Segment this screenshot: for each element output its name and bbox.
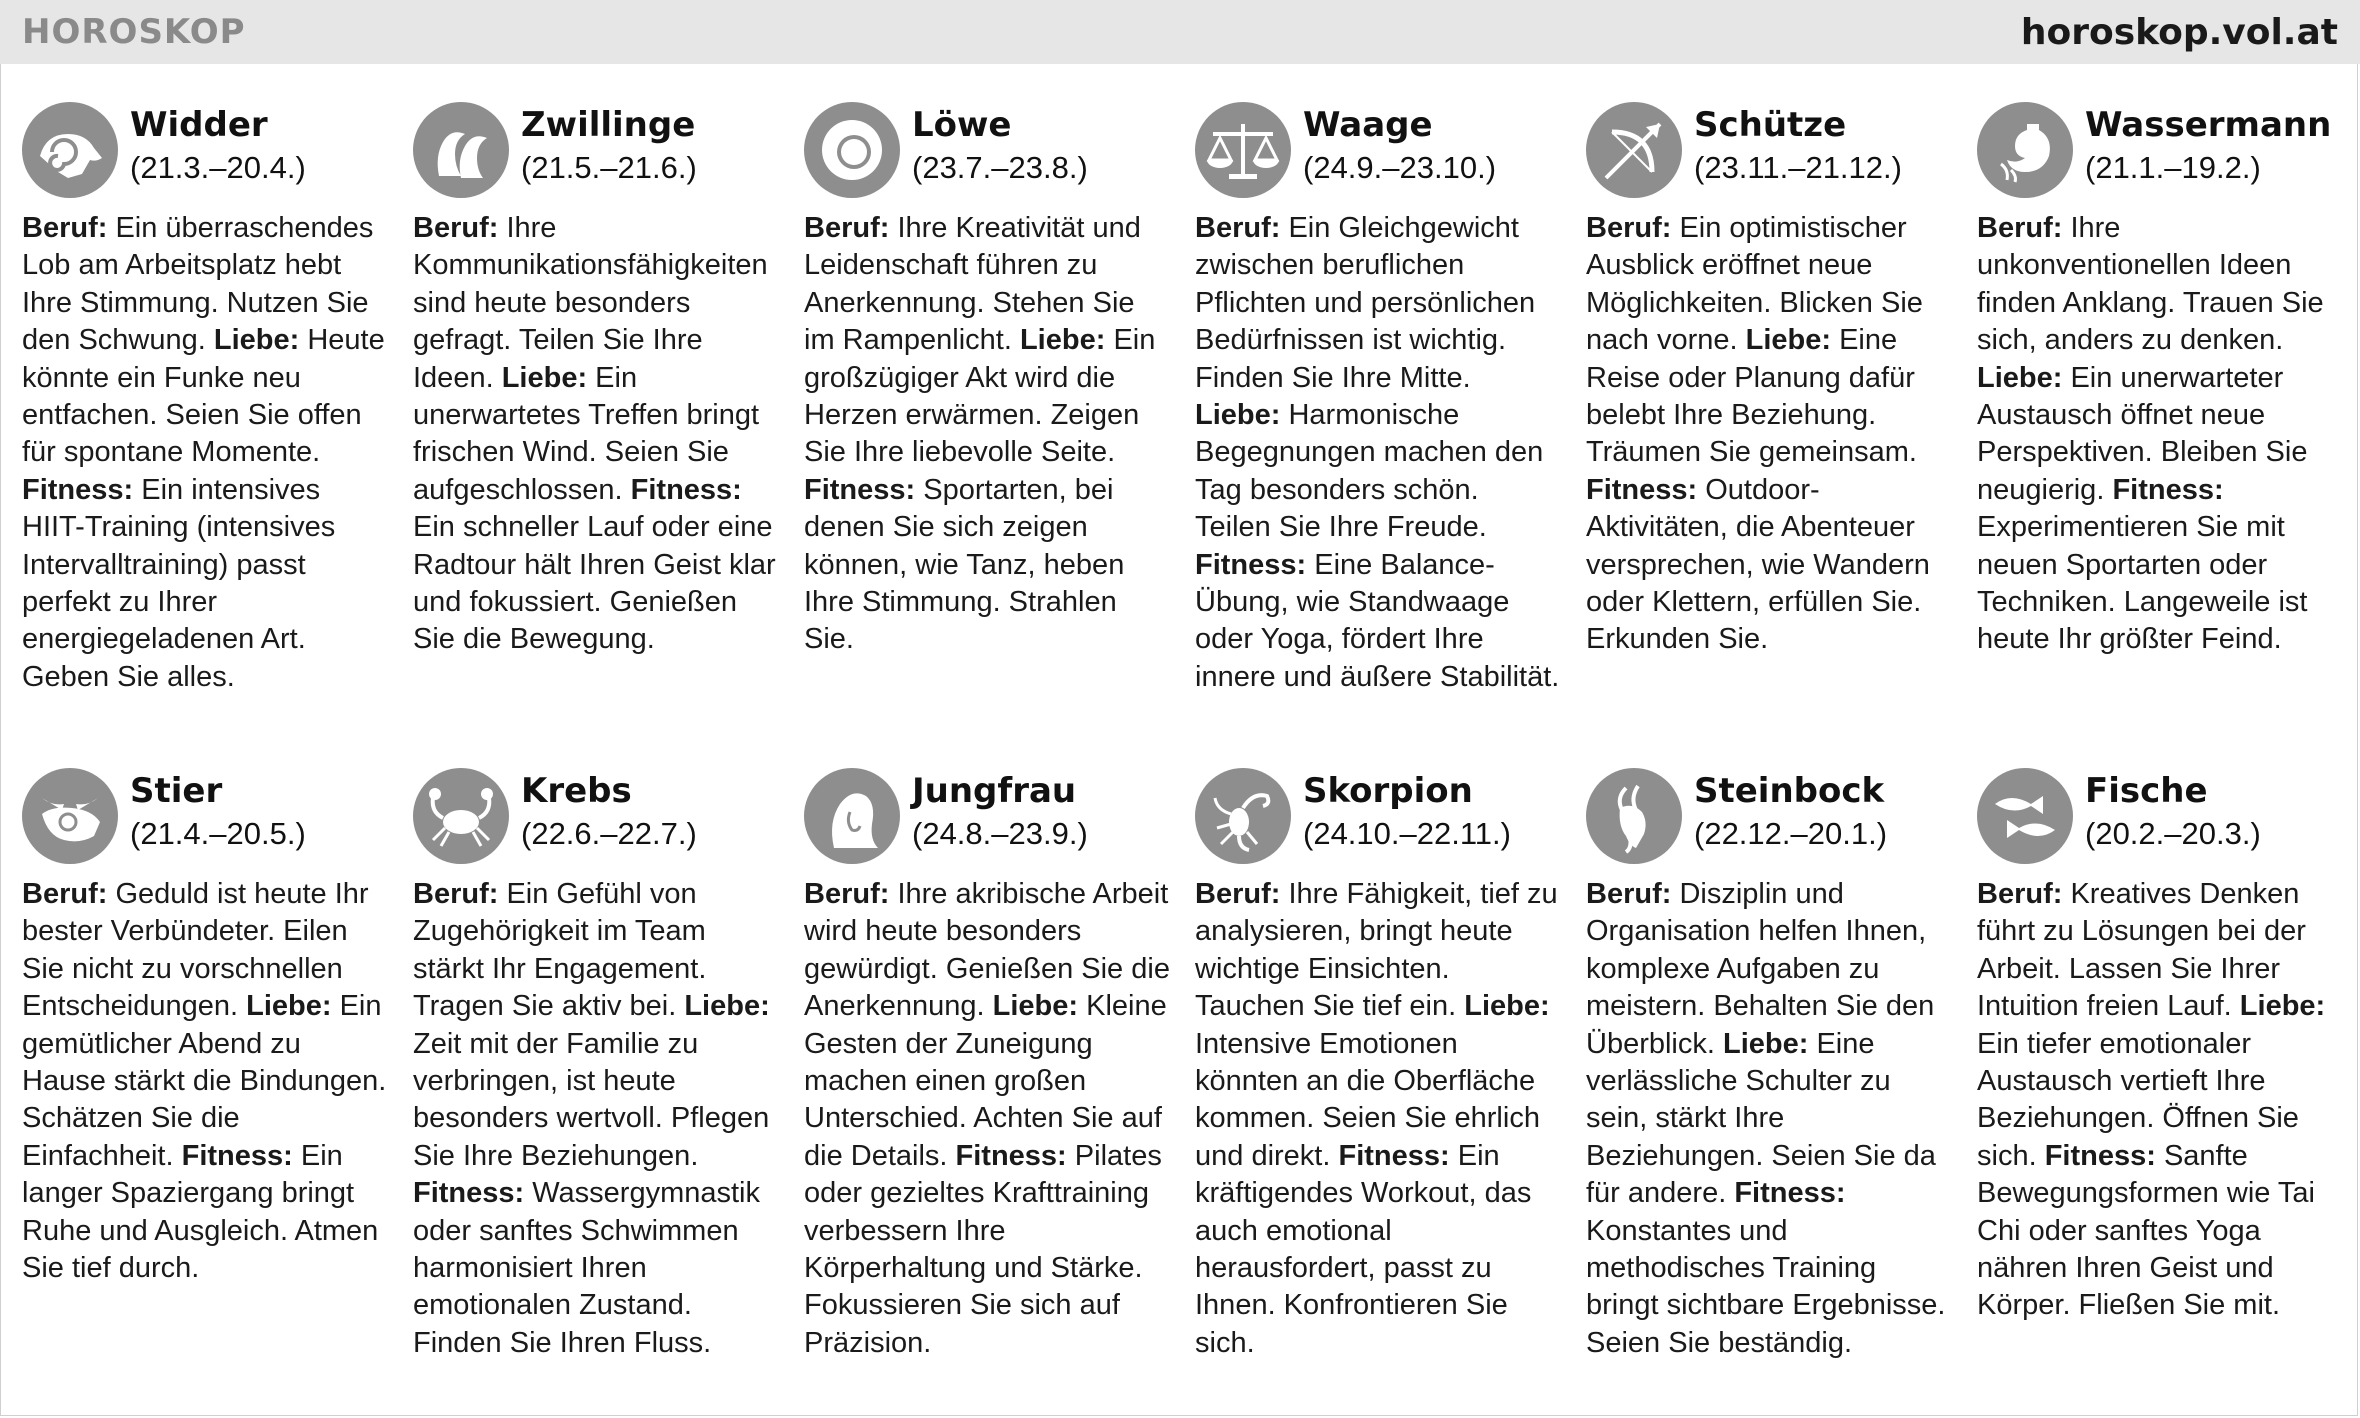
beruf-label: Beruf:: [1586, 212, 1672, 244]
beruf-text: Ihre unkonventionellen Ideen finden Anklang. Trauen Sie sich, anders zu denken.: [1977, 212, 2324, 357]
fitness-label: Fitness:: [1338, 1139, 1450, 1172]
liebe-text: Zeit mit der Familie zu verbringen, ist heute besonders wertvoll. Pflegen Sie Ihre Beziehungen.: [413, 1027, 770, 1172]
sign-dates: (22.12.–20.1.): [1694, 816, 1888, 851]
horoscope-text: [413, 876, 779, 1362]
liebe-text: Eine verlässliche Schulter zu sein, stärkt Ihre Beziehungen. Seien Sie da für andere.: [1586, 1027, 1936, 1210]
liebe-label: Liebe:: [1464, 990, 1550, 1023]
sign-name: Schütze: [1694, 105, 1847, 145]
sign-name: Jungfrau: [912, 771, 1077, 811]
aries-ram-icon: [22, 102, 118, 198]
horoscope-text: [1195, 876, 1561, 1362]
fitness-label: Fitness:: [1586, 473, 1698, 506]
sign-dates: (21.5.–21.6.): [521, 150, 697, 185]
horoscope-card-fische: [1977, 764, 2343, 1325]
fitness-text: Sanfte Bewegungsformen wie Tai Chi oder sanftes Yoga nähren Ihren Geist und Körper. Fließen Sie mit.: [1977, 1139, 2315, 1322]
liebe-label: Liebe:: [246, 990, 332, 1023]
sign-name: Krebs: [521, 771, 632, 811]
fitness-label: Fitness:: [413, 1177, 525, 1210]
horoscope-text: [22, 876, 388, 1287]
beruf-text: Ein überraschendes Lob am Arbeitsplatz hebt Ihre Stimmung. Nutzen Sie den Schwung.: [22, 212, 374, 357]
horoscope-card-loewe: [804, 98, 1170, 659]
beruf-label: Beruf:: [1977, 212, 2063, 244]
beruf-text: Ihre Fähigkeit, tief zu analysieren, bringt heute wichtige Einsichten. Tauchen Sie tief ein.: [1195, 878, 1558, 1023]
leo-lion-icon: [804, 102, 900, 198]
horoscope-grid: [22, 98, 2342, 1398]
fitness-label: Fitness:: [22, 473, 134, 506]
fitness-label: Fitness:: [1195, 548, 1307, 581]
beruf-text: Ein Gefühl von Zugehörigkeit im Team stärkt Ihr Engagement. Tragen Sie aktiv bei.: [413, 878, 707, 1023]
fitness-label: Fitness:: [955, 1139, 1067, 1172]
pisces-fish-icon: [1977, 768, 2073, 864]
fitness-label: Fitness:: [1734, 1177, 1846, 1210]
sign-name: Zwillinge: [521, 105, 696, 145]
beruf-text: Kreatives Denken führt zu Lösungen bei der Arbeit. Lassen Sie Ihrer Intuition freien Lauf.: [1977, 878, 2306, 1023]
fitness-text: Ein intensives HIIT-Training (intensives Intervalltraining) passt perfekt zu Ihrer energiegeladenen Art. Geben Sie alles.: [22, 473, 336, 693]
liebe-text: Heute könnte ein Funke neu entfachen. Seien Sie offen für spontane Momente.: [22, 324, 385, 469]
sign-dates: (21.3.–20.4.): [130, 150, 306, 185]
sign-dates: (24.9.–23.10.): [1303, 150, 1497, 185]
liebe-label: Liebe:: [2239, 990, 2326, 1023]
beruf-label: Beruf:: [804, 212, 890, 244]
sign-dates: (24.10.–22.11.): [1303, 816, 1511, 851]
liebe-text: Intensive Emotionen könnten an die Oberfläche kommen. Seien Sie ehrlich und direkt.: [1195, 1027, 1540, 1172]
horoscope-card-waage: [1195, 98, 1561, 696]
beruf-text: Ihre Kreativität und Leidenschaft führen zu Anerkennung. Stehen Sie im Rampenlicht.: [804, 212, 1141, 357]
liebe-text: Harmonische Begegnungen machen den Tag besonders schön. Teilen Sie Ihre Freude.: [1195, 399, 1544, 544]
horoscope-card-skorpion: [1195, 764, 1561, 1362]
beruf-text: Disziplin und Organisation helfen Ihnen, komplexe Aufgaben zu meistern. Behalten Sie den Überblick.: [1586, 878, 1935, 1060]
horoscope-card-steinbock: [1586, 764, 1952, 1362]
sign-name: Wassermann: [2085, 105, 2332, 145]
beruf-text: Ein optimistischer Ausblick eröffnet neue Möglichkeiten. Blicken Sie nach vorne.: [1586, 212, 1923, 357]
beruf-text: Ein Gleichgewicht zwischen beruflichen Pflichten und persönlichen Bedürfnissen ist wichtig. Finden Sie Ihre Mitte.: [1195, 212, 1536, 394]
header-bar: [0, 0, 2360, 64]
capricorn-goat-icon: [1586, 768, 1682, 864]
horoscope-card-krebs: [413, 764, 779, 1362]
fitness-text: Outdoor-Aktivitäten, die Abenteuer versprechen, wie Wandern oder Klettern, erfüllen Sie. Erkunden Sie.: [1586, 473, 1930, 656]
horoscope-card-stier: [22, 764, 388, 1287]
sign-dates: (20.2.–20.3.): [2085, 816, 2261, 851]
liebe-text: Ein unerwarteter Austausch öffnet neue Perspektiven. Bleiben Sie neugierig.: [1977, 361, 2308, 506]
fitness-text: Wassergymnastik oder sanftes Schwimmen harmonisiert Ihren emotionalen Zustand. Finden Sie Ihren Fluss.: [413, 1177, 761, 1359]
horoscope-text: [1977, 876, 2343, 1325]
fitness-label: Fitness:: [181, 1139, 293, 1172]
beruf-label: Beruf:: [1195, 878, 1281, 910]
horoscope-card-widder: [22, 98, 388, 696]
gemini-twins-icon: [413, 102, 509, 198]
horoscope-text: [804, 876, 1170, 1362]
horoscope-text: [1977, 210, 2343, 659]
sign-name: Stier: [130, 771, 223, 811]
fitness-text: Pilates oder gezieltes Krafttraining verbessern Ihre Körperhaltung und Stärke. Fokussieren Sie sich auf Präzision.: [804, 1139, 1162, 1359]
beruf-label: Beruf:: [804, 878, 890, 910]
beruf-label: Beruf:: [1586, 878, 1672, 910]
fitness-text: Experimentieren Sie mit neuen Sportarten oder Techniken. Langeweile ist heute Ihr größter Feind.: [1977, 511, 2308, 656]
fitness-text: Sportarten, bei denen Sie sich zeigen können, wie Tanz, heben Ihre Stimmung. Strahlen Sie.: [804, 473, 1125, 656]
sign-dates: (23.7.–23.8.): [912, 150, 1088, 185]
horoscope-text: [1586, 210, 1952, 659]
sign-name: Fische: [2085, 771, 2208, 811]
sign-dates: (24.8.–23.9.): [912, 816, 1088, 851]
beruf-label: Beruf:: [22, 212, 108, 244]
fitness-text: Konstantes und methodisches Training bringt sichtbare Ergebnisse. Seien Sie beständig.: [1586, 1214, 1946, 1359]
liebe-label: Liebe:: [1019, 324, 1106, 357]
liebe-label: Liebe:: [992, 990, 1079, 1023]
liebe-label: Liebe:: [213, 324, 300, 357]
sagittarius-bow-icon: [1586, 102, 1682, 198]
sign-name: Waage: [1303, 105, 1433, 145]
horoscope-card-schuetze: [1586, 98, 1952, 659]
fitness-label: Fitness:: [630, 473, 742, 506]
beruf-text: Ihre akribische Arbeit wird heute besonders gewürdigt. Genießen Sie die Anerkennung.: [804, 878, 1170, 1023]
horoscope-card-jungfrau: [804, 764, 1170, 1362]
fitness-text: Ein schneller Lauf oder eine Radtour hält Ihren Geist klar und fokussiert. Genießen Sie die Bewegung.: [413, 511, 776, 656]
liebe-text: Ein großzügiger Akt wird die Herzen erwärmen. Zeigen Sie Ihre liebevolle Seite.: [804, 324, 1156, 469]
liebe-label: Liebe:: [684, 990, 770, 1023]
liebe-label: Liebe:: [1723, 1027, 1809, 1060]
site-link[interactable]: horoskop.vol.at: [2020, 11, 2338, 53]
horoscope-text: [1195, 210, 1561, 696]
scorpio-scorpion-icon: [1195, 768, 1291, 864]
liebe-text: Eine Reise oder Planung dafür belebt Ihre Beziehung. Träumen Sie gemeinsam.: [1586, 324, 1917, 469]
sign-name: Löwe: [912, 105, 1012, 145]
fitness-label: Fitness:: [2112, 473, 2224, 506]
liebe-text: Ein tiefer emotionaler Austausch vertieft Ihre Beziehungen. Öffnen Sie sich.: [1977, 1027, 2299, 1172]
liebe-text: Ein unerwartetes Treffen bringt frischen Wind. Seien Sie aufgeschlossen.: [413, 361, 760, 506]
beruf-label: Beruf:: [413, 212, 499, 244]
taurus-bull-icon: [22, 768, 118, 864]
beruf-text: Ihre Kommunikationsfähigkeiten sind heute besonders gefragt. Teilen Sie Ihre Ideen.: [413, 212, 768, 394]
sign-dates: (22.6.–22.7.): [521, 816, 697, 851]
horoscope-text: [413, 210, 779, 659]
liebe-text: Kleine Gesten der Zuneigung machen einen großen Unterschied. Achten Sie auf die Details.: [804, 990, 1167, 1172]
sign-dates: (23.11.–21.12.): [1694, 150, 1902, 185]
fitness-label: Fitness:: [804, 473, 916, 506]
horoscope-card-zwillinge: [413, 98, 779, 659]
beruf-label: Beruf:: [1977, 878, 2063, 910]
section-title: HOROSKOP: [22, 12, 246, 52]
beruf-text: Geduld ist heute Ihr bester Verbündeter. Eilen Sie nicht zu vorschnellen Entscheidungen.: [22, 878, 369, 1023]
horoscope-text: [804, 210, 1170, 659]
sign-name: Steinbock: [1694, 771, 1885, 811]
horoscope-card-wassermann: [1977, 98, 2343, 659]
cancer-crab-icon: [413, 768, 509, 864]
sign-name: Widder: [130, 105, 268, 145]
liebe-label: Liebe:: [501, 361, 588, 394]
fitness-text: Eine Balance-Übung, wie Standwaage oder Yoga, fördert Ihre innere und äußere Stabilität.: [1195, 548, 1560, 693]
fitness-text: Ein langer Spaziergang bringt Ruhe und Ausgleich. Atmen Sie tief durch.: [22, 1139, 379, 1285]
fitness-text: Ein kräftigendes Workout, das auch emotional herausfordert, passt zu Ihnen. Konfrontieren Sie sich.: [1195, 1139, 1532, 1359]
beruf-label: Beruf:: [413, 878, 499, 910]
horoscope-text: [22, 210, 388, 696]
sign-dates: (21.1.–19.2.): [2085, 150, 2261, 185]
sign-name: Skorpion: [1303, 771, 1473, 811]
horoscope-text: [1586, 876, 1952, 1362]
beruf-label: Beruf:: [22, 878, 108, 910]
beruf-label: Beruf:: [1195, 212, 1281, 244]
liebe-label: Liebe:: [1977, 361, 2063, 394]
libra-scales-icon: [1195, 102, 1291, 198]
virgo-maiden-icon: [804, 768, 900, 864]
liebe-label: Liebe:: [1745, 324, 1832, 357]
liebe-text: Ein gemütlicher Abend zu Hause stärkt die Bindungen. Schätzen Sie die Einfachheit.: [22, 990, 387, 1172]
liebe-label: Liebe:: [1195, 399, 1281, 432]
fitness-label: Fitness:: [2044, 1139, 2156, 1172]
sign-dates: (21.4.–20.5.): [130, 816, 306, 851]
aquarius-jug-icon: [1977, 102, 2073, 198]
